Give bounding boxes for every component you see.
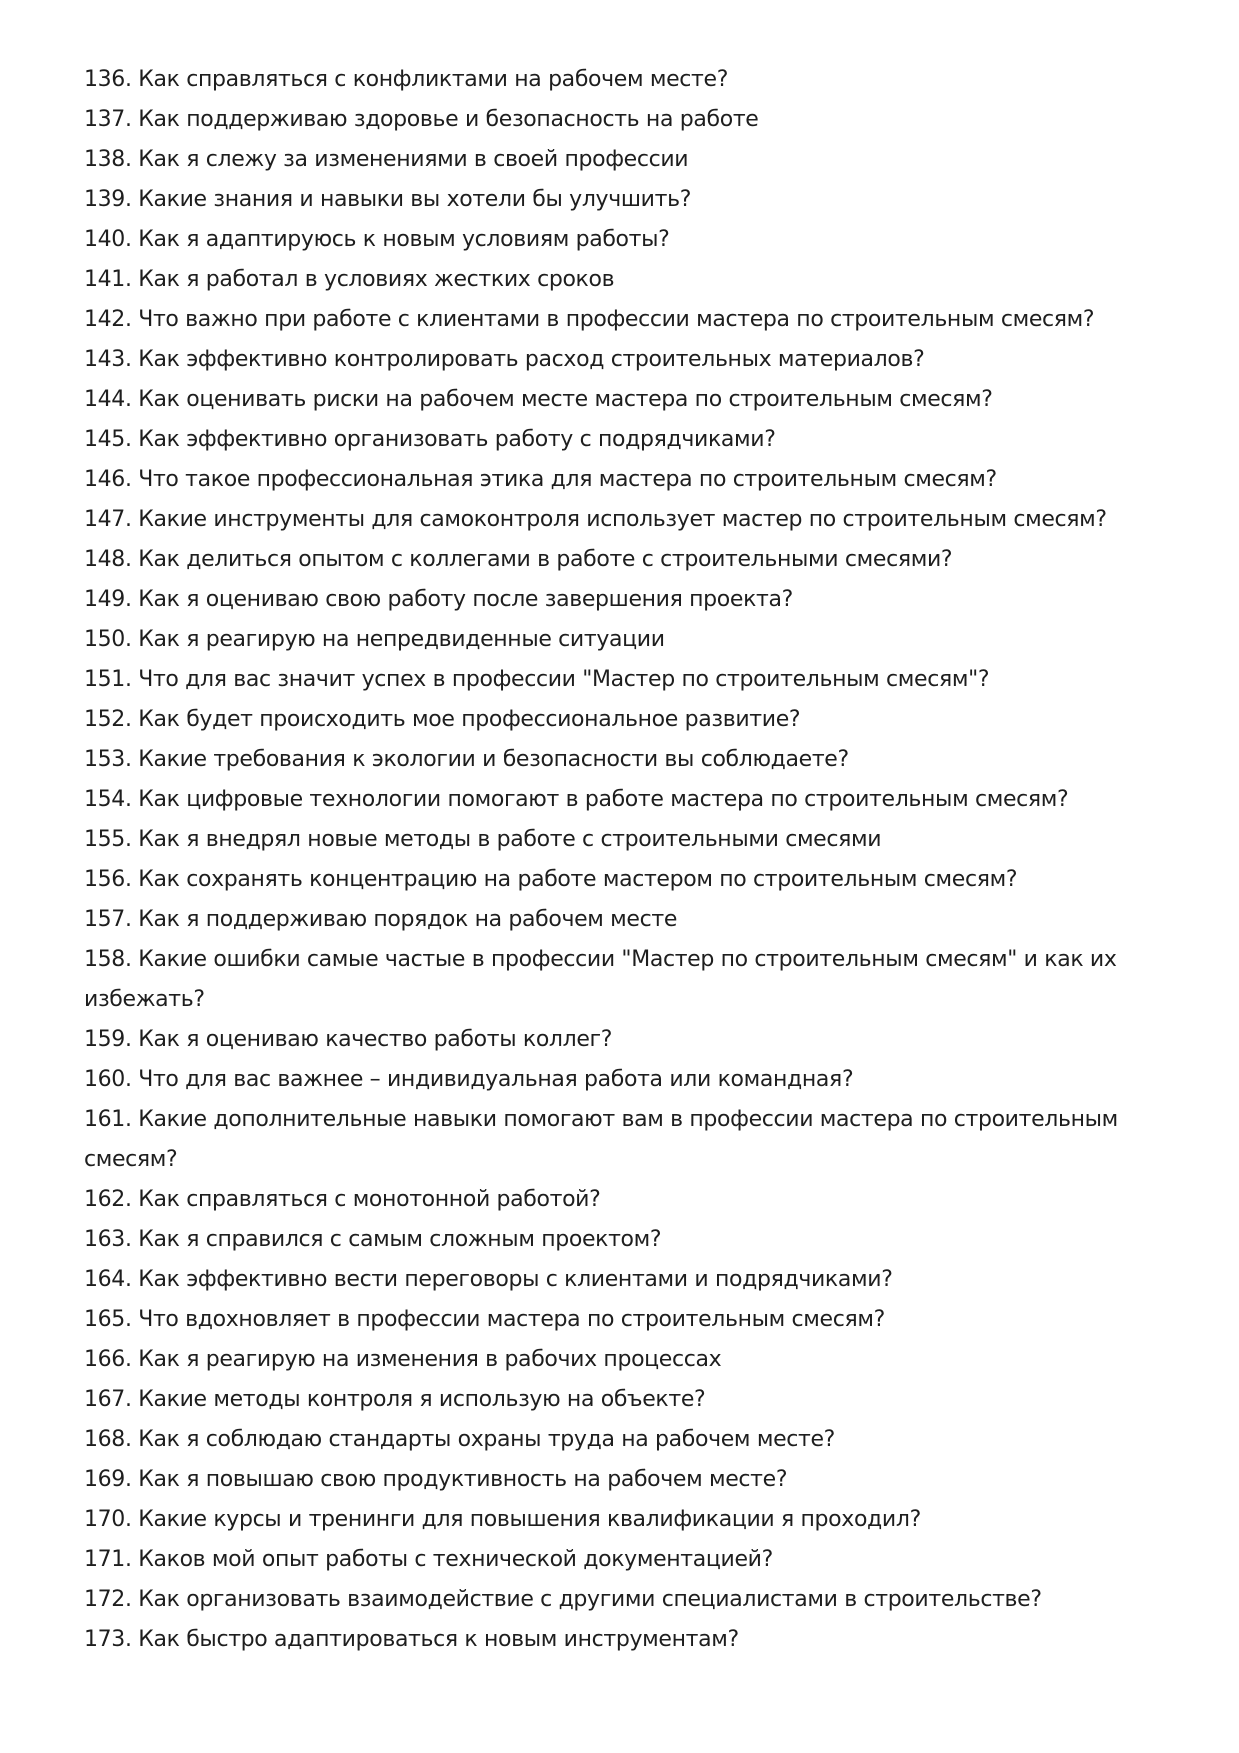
list-item: 165. Что вдохновляет в профессии мастера по строительным смесям? xyxy=(84,1307,885,1332)
list-item: 162. Как справляться с монотонной работой? xyxy=(84,1187,601,1212)
question-list xyxy=(84,60,1164,1660)
list-item: 150. Как я реагирую на непредвиденные ситуации xyxy=(84,627,665,652)
list-item: 147. Какие инструменты для самоконтроля использует мастер по строительным смесям? xyxy=(84,507,1107,532)
list-item: 169. Как я повышаю свою продуктивность на рабочем месте? xyxy=(84,1467,788,1492)
list-item: 157. Как я поддерживаю порядок на рабочем месте xyxy=(84,907,678,932)
list-item: 156. Как сохранять концентрацию на работе мастером по строительным смесям? xyxy=(84,867,1018,892)
list-item: 152. Как будет происходить мое профессиональное развитие? xyxy=(84,707,801,732)
list-item: 167. Какие методы контроля я использую на объекте? xyxy=(84,1387,706,1412)
list-item: 159. Как я оцениваю качество работы коллег? xyxy=(84,1027,613,1052)
list-item: 149. Как я оцениваю свою работу после завершения проекта? xyxy=(84,587,793,612)
list-item: 140. Как я адаптируюсь к новым условиям работы? xyxy=(84,227,670,252)
list-item: 172. Как организовать взаимодействие с другими специалистами в строительстве? xyxy=(84,1587,1042,1612)
list-item: 160. Что для вас важнее – индивидуальная работа или командная? xyxy=(84,1067,854,1092)
list-item: 164. Как эффективно вести переговоры с клиентами и подрядчиками? xyxy=(84,1267,893,1292)
list-item: 146. Что такое профессиональная этика для мастера по строительным смесям? xyxy=(84,467,997,492)
list-item: 137. Как поддерживаю здоровье и безопасность на работе xyxy=(84,107,759,132)
list-item: 142. Что важно при работе с клиентами в профессии мастера по строительным смесям? xyxy=(84,307,1095,332)
list-item: 170. Какие курсы и тренинги для повышения квалификации я проходил? xyxy=(84,1507,921,1532)
list-item: 173. Как быстро адаптироваться к новым инструментам? xyxy=(84,1627,739,1652)
list-item: 155. Как я внедрял новые методы в работе с строительными смесями xyxy=(84,827,882,852)
list-item: 163. Как я справился с самым сложным проектом? xyxy=(84,1227,662,1252)
list-item: 161. Какие дополнительные навыки помогают вам в профессии мастера по строительным xyxy=(84,1107,1118,1132)
list-item: 141. Как я работал в условиях жестких сроков xyxy=(84,267,615,292)
list-item: 153. Какие требования к экологии и безопасности вы соблюдаете? xyxy=(84,747,849,772)
list-item: 144. Как оценивать риски на рабочем месте мастера по строительным смесям? xyxy=(84,387,993,412)
list-item: 151. Что для вас значит успех в профессии "Мастер по строительным смесям"? xyxy=(84,667,990,692)
list-item: 145. Как эффективно организовать работу с подрядчиками? xyxy=(84,427,776,452)
list-item: 143. Как эффективно контролировать расход строительных материалов? xyxy=(84,347,925,372)
list-item: 139. Какие знания и навыки вы хотели бы улучшить? xyxy=(84,187,692,212)
list-item-continuation: смесям? xyxy=(84,1147,178,1172)
list-item: 166. Как я реагирую на изменения в рабочих процессах xyxy=(84,1347,722,1372)
list-item: 158. Какие ошибки самые частые в профессии "Мастер по строительным смесям" и как их xyxy=(84,947,1117,972)
list-item: 154. Как цифровые технологии помогают в работе мастера по строительным смесям? xyxy=(84,787,1069,812)
list-item: 168. Как я соблюдаю стандарты охраны труда на рабочем месте? xyxy=(84,1427,835,1452)
list-item: 171. Каков мой опыт работы с технической документацией? xyxy=(84,1547,773,1572)
list-item: 148. Как делиться опытом с коллегами в работе с строительными смесями? xyxy=(84,547,953,572)
list-item: 138. Как я слежу за изменениями в своей профессии xyxy=(84,147,689,172)
list-item-continuation: избежать? xyxy=(84,987,205,1012)
list-item: 136. Как справляться с конфликтами на рабочем месте? xyxy=(84,67,729,92)
